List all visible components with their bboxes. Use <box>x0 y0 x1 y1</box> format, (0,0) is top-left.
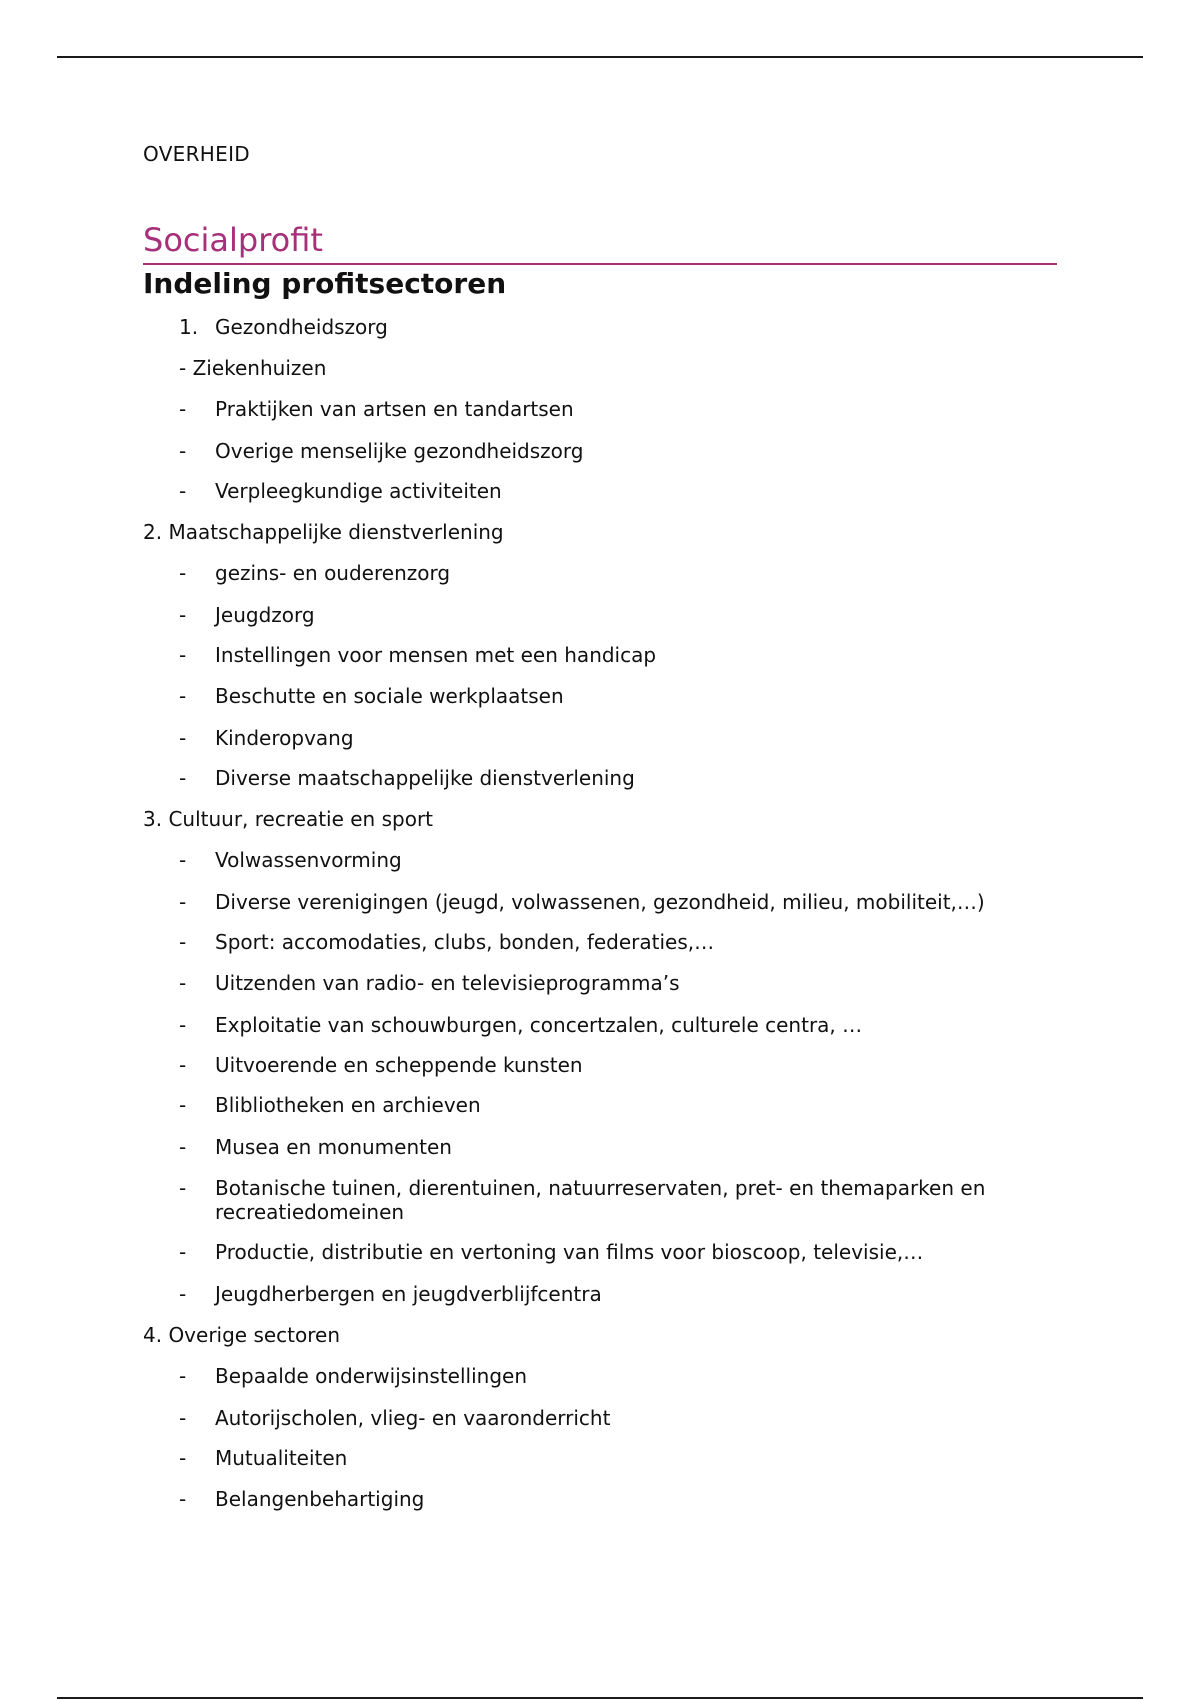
dash-bullet: - <box>179 479 187 503</box>
dash-bullet: - <box>179 971 187 995</box>
header-label: OVERHEID <box>143 142 250 166</box>
list-item-text: Musea en monumenten <box>215 1135 452 1159</box>
group-2-title: 2. Maatschappelijke dienstverlening <box>143 520 504 544</box>
list-item-text: Bepaalde onderwijsinstellingen <box>215 1364 527 1388</box>
dash-bullet: - <box>179 890 187 914</box>
list-item-text: Belangenbehartiging <box>215 1487 425 1511</box>
top-rule <box>57 56 1143 58</box>
dash-bullet: - <box>179 1053 187 1077</box>
dash-bullet: - <box>179 930 187 954</box>
group-1-title: Gezondheidszorg <box>215 315 388 339</box>
dash-bullet: - <box>179 439 187 463</box>
group-1-first-item: - Ziekenhuizen <box>179 356 327 380</box>
list-item-text: Volwassenvorming <box>215 848 402 872</box>
dash-bullet: - <box>179 1013 187 1037</box>
dash-bullet: - <box>179 1406 187 1430</box>
dash-bullet: - <box>179 766 187 790</box>
dash-bullet: - <box>179 1487 187 1511</box>
list-item-text: gezins- en ouderenzorg <box>215 561 451 585</box>
dash-bullet: - <box>179 1282 187 1306</box>
dash-bullet: - <box>179 643 187 667</box>
list-item-text: Productie, distributie en vertoning van films voor bioscoop, televisie,… <box>215 1240 924 1264</box>
list-item-text: Exploitatie van schouwburgen, concertzalen, culturele centra, … <box>215 1013 863 1037</box>
list-item-text: Overige menselijke gezondheidszorg <box>215 439 584 463</box>
list-item-text: Jeugdherbergen en jeugdverblijfcentra <box>215 1282 602 1306</box>
list-item-text: Sport: accomodaties, clubs, bonden, federaties,… <box>215 930 715 954</box>
list-item-text: Kinderopvang <box>215 726 354 750</box>
group-1-number: 1. <box>179 315 199 339</box>
group-3-title: 3. Cultuur, recreatie en sport <box>143 807 434 831</box>
list-item-text: Beschutte en sociale werkplaatsen <box>215 684 564 708</box>
dash-bullet: - <box>179 1364 187 1388</box>
list-item-text: Blibliotheken en archieven <box>215 1093 481 1117</box>
dash-bullet: - <box>179 1446 187 1470</box>
dash-bullet: - <box>179 561 187 585</box>
list-item-text: Diverse maatschappelijke dienstverlening <box>215 766 635 790</box>
dash-bullet: - <box>179 397 187 421</box>
bottom-rule <box>57 1697 1143 1699</box>
dash-bullet: - <box>179 726 187 750</box>
list-item-text: Uitzenden van radio- en televisieprogramma’s <box>215 971 680 995</box>
dash-bullet: - <box>179 1135 187 1159</box>
list-item-text: Botanische tuinen, dierentuinen, natuurreservaten, pret- en themaparken en recreatiedomeinen <box>215 1176 986 1224</box>
list-item-text: Instellingen voor mensen met een handicap <box>215 643 657 667</box>
list-item-text: Uitvoerende en scheppende kunsten <box>215 1053 583 1077</box>
subtitle: Indeling profitsectoren <box>143 267 507 300</box>
list-item-text: Jeugdzorg <box>215 603 315 627</box>
dash-bullet: - <box>179 1240 187 1264</box>
list-item-text: Autorijscholen, vlieg- en vaaronderricht <box>215 1406 611 1430</box>
dash-bullet: - <box>179 848 187 872</box>
dash-bullet: - <box>179 1176 187 1200</box>
dash-bullet: - <box>179 1093 187 1117</box>
group-4-title: 4. Overige sectoren <box>143 1323 341 1347</box>
dash-bullet: - <box>179 603 187 627</box>
section-title: Socialprofit <box>143 220 1057 265</box>
list-item-text: Praktijken van artsen en tandartsen <box>215 397 574 421</box>
dash-bullet: - <box>179 684 187 708</box>
list-item-text: Verpleegkundige activiteiten <box>215 479 502 503</box>
list-item-text: Diverse verenigingen (jeugd, volwassenen, gezondheid, milieu, mobiliteit,…) <box>215 890 985 914</box>
list-item-text: Mutualiteiten <box>215 1446 348 1470</box>
